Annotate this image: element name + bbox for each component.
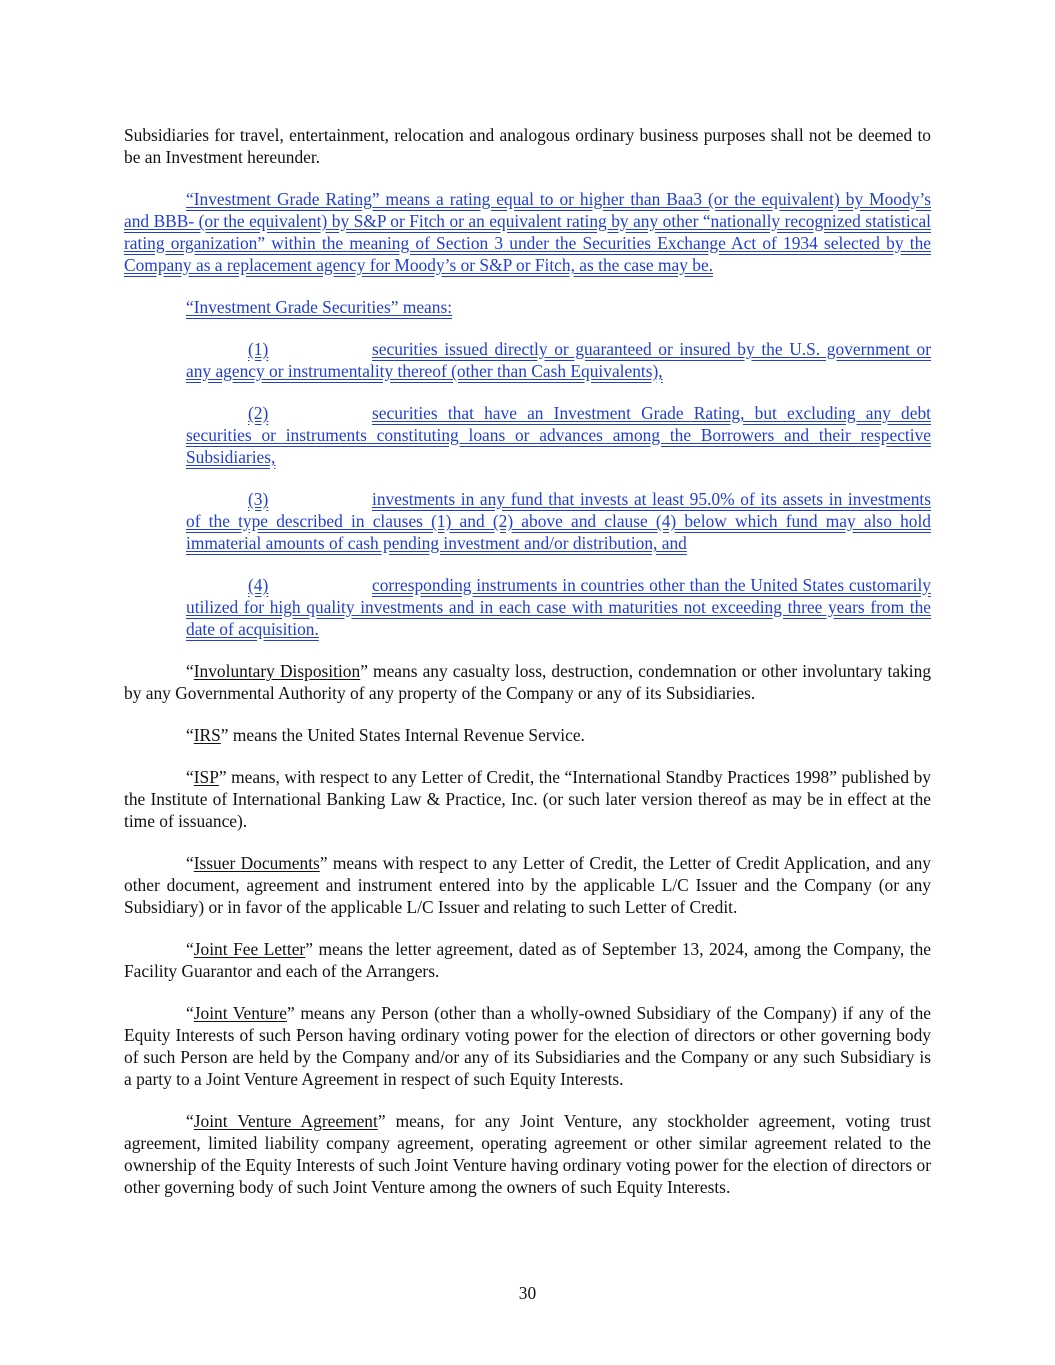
paragraph-continuation: Subsidiaries for travel, entertainment, relocation and analogous ordinary business purposes shall not be deemed to be an Investment hereunder.: [124, 125, 931, 167]
open-quote: “: [186, 767, 194, 787]
item-number: (3): [248, 489, 269, 509]
list-item: [186, 488, 931, 554]
defined-term: Joint Venture Agreement: [193, 1111, 378, 1131]
open-quote: “: [186, 939, 194, 959]
defined-term: Joint Venture: [193, 1003, 287, 1023]
definition-text: ” means the letter agreement, dated as of September 13, 2024, among the Company, the Facility Guarantor and each of the Arrangers.: [124, 939, 931, 981]
definition-joint-fee-letter: [124, 938, 931, 982]
open-quote: “: [186, 725, 194, 745]
defined-term: Involuntary Disposition: [193, 661, 361, 681]
definition-investment-grade-rating: [124, 188, 931, 276]
page-number: 30: [518, 1283, 537, 1303]
item-text: corresponding instruments in countries other than the United States customarily utilized for high quality investments and in each case with maturities not exceeding three years from the date of acquisition.: [186, 575, 931, 639]
item-text: securities issued directly or guaranteed or insured by the U.S. government or any agency or instrumentality thereof (other than Cash Equivalents),: [186, 339, 931, 381]
list-item: [186, 574, 931, 640]
definition-investment-grade-securities: [124, 296, 931, 318]
definition-joint-venture-agreement: [124, 1110, 931, 1198]
defined-term: IRS: [193, 725, 221, 745]
item-number: (4): [248, 575, 269, 595]
item-text: securities that have an Investment Grade Rating, but excluding any debt securities or instruments constituting loans or advances among the Borrowers and their respective Subsidiaries,: [186, 403, 931, 467]
definition-isp: [124, 766, 931, 832]
item-number: (1): [248, 339, 269, 359]
inserted-text: “Investment Grade Securities” means:: [186, 297, 453, 317]
definition-text: ” means any casualty loss, destruction, condemnation or other involuntary taking by any Governmental Authority of any property of the Company or any of its Subsidiaries.: [124, 661, 932, 703]
list-item: [186, 338, 931, 382]
definition-text: ” means any Person (other than a wholly-owned Subsidiary of the Company) if any of the Equity Interests of such Person having ordinary voting power for the election of directors or other governing body of such Person are held by the Company and/or any of its Subsidiaries and the Company or any such Subsidiary is a party to a Joint Venture Agreement in respect of such Equity Interests.: [124, 1003, 932, 1089]
definition-involuntary-disposition: [124, 660, 931, 704]
definition-text: ” means, with respect to any Letter of Credit, the “International Standby Practices 1998” published by the Institute of International Banking Law & Practice, Inc. (or such later version thereof as may be in effect at the time of issuance).: [124, 767, 931, 831]
definition-irs: [124, 724, 931, 746]
item-text: investments in any fund that invests at least 95.0% of its assets in investments of the type described in clauses (1) and (2) above and clause (4) below which fund may also hold immaterial amounts of cash pending investment and/or distribution, and: [186, 489, 931, 553]
defined-term: Joint Fee Letter: [193, 939, 306, 959]
definition-issuer-documents: [124, 852, 931, 918]
definition-text: ” means, for any Joint Venture, any stockholder agreement, voting trust agreement, limited liability company agreement, operating agreement or other similar agreement related to the ownership of the Equity Interests of such Joint Venture having ordinary voting power for the election of directors or other governing body of such Joint Venture among the owners of such Equity Interests.: [124, 1111, 931, 1197]
item-number: (2): [248, 403, 269, 423]
document-page: [124, 124, 931, 1218]
defined-term: ISP: [193, 767, 219, 787]
list-item: [186, 402, 931, 468]
open-quote: “: [186, 661, 194, 681]
definition-text: ” means the United States Internal Revenue Service.: [220, 725, 585, 745]
definition-text: ” means with respect to any Letter of Credit, the Letter of Credit Application, and any other document, agreement and instrument entered into by the applicable L/C Issuer and the Company (or any Subsidiary) or in favor of the applicable L/C Issuer and relating to such Letter of Credit.: [124, 853, 931, 917]
inserted-text: “Investment Grade Rating” means a rating equal to or higher than Baa3 (or the equivalent) by Moody’s and BBB- (or the equivalent) by S&P or Fitch or an equivalent rating by any other “nationally recognized statistical rating organization” within the meaning of Section 3 under the Securities Exchange Act of 1934 selected by the Company as a replacement agency for Moody’s or S&P or Fitch, as the case may be.: [124, 189, 931, 275]
open-quote: “: [186, 1003, 194, 1023]
defined-term: Issuer Documents: [193, 853, 320, 873]
open-quote: “: [186, 853, 194, 873]
open-quote: “: [186, 1111, 194, 1131]
definition-joint-venture: [124, 1002, 931, 1090]
